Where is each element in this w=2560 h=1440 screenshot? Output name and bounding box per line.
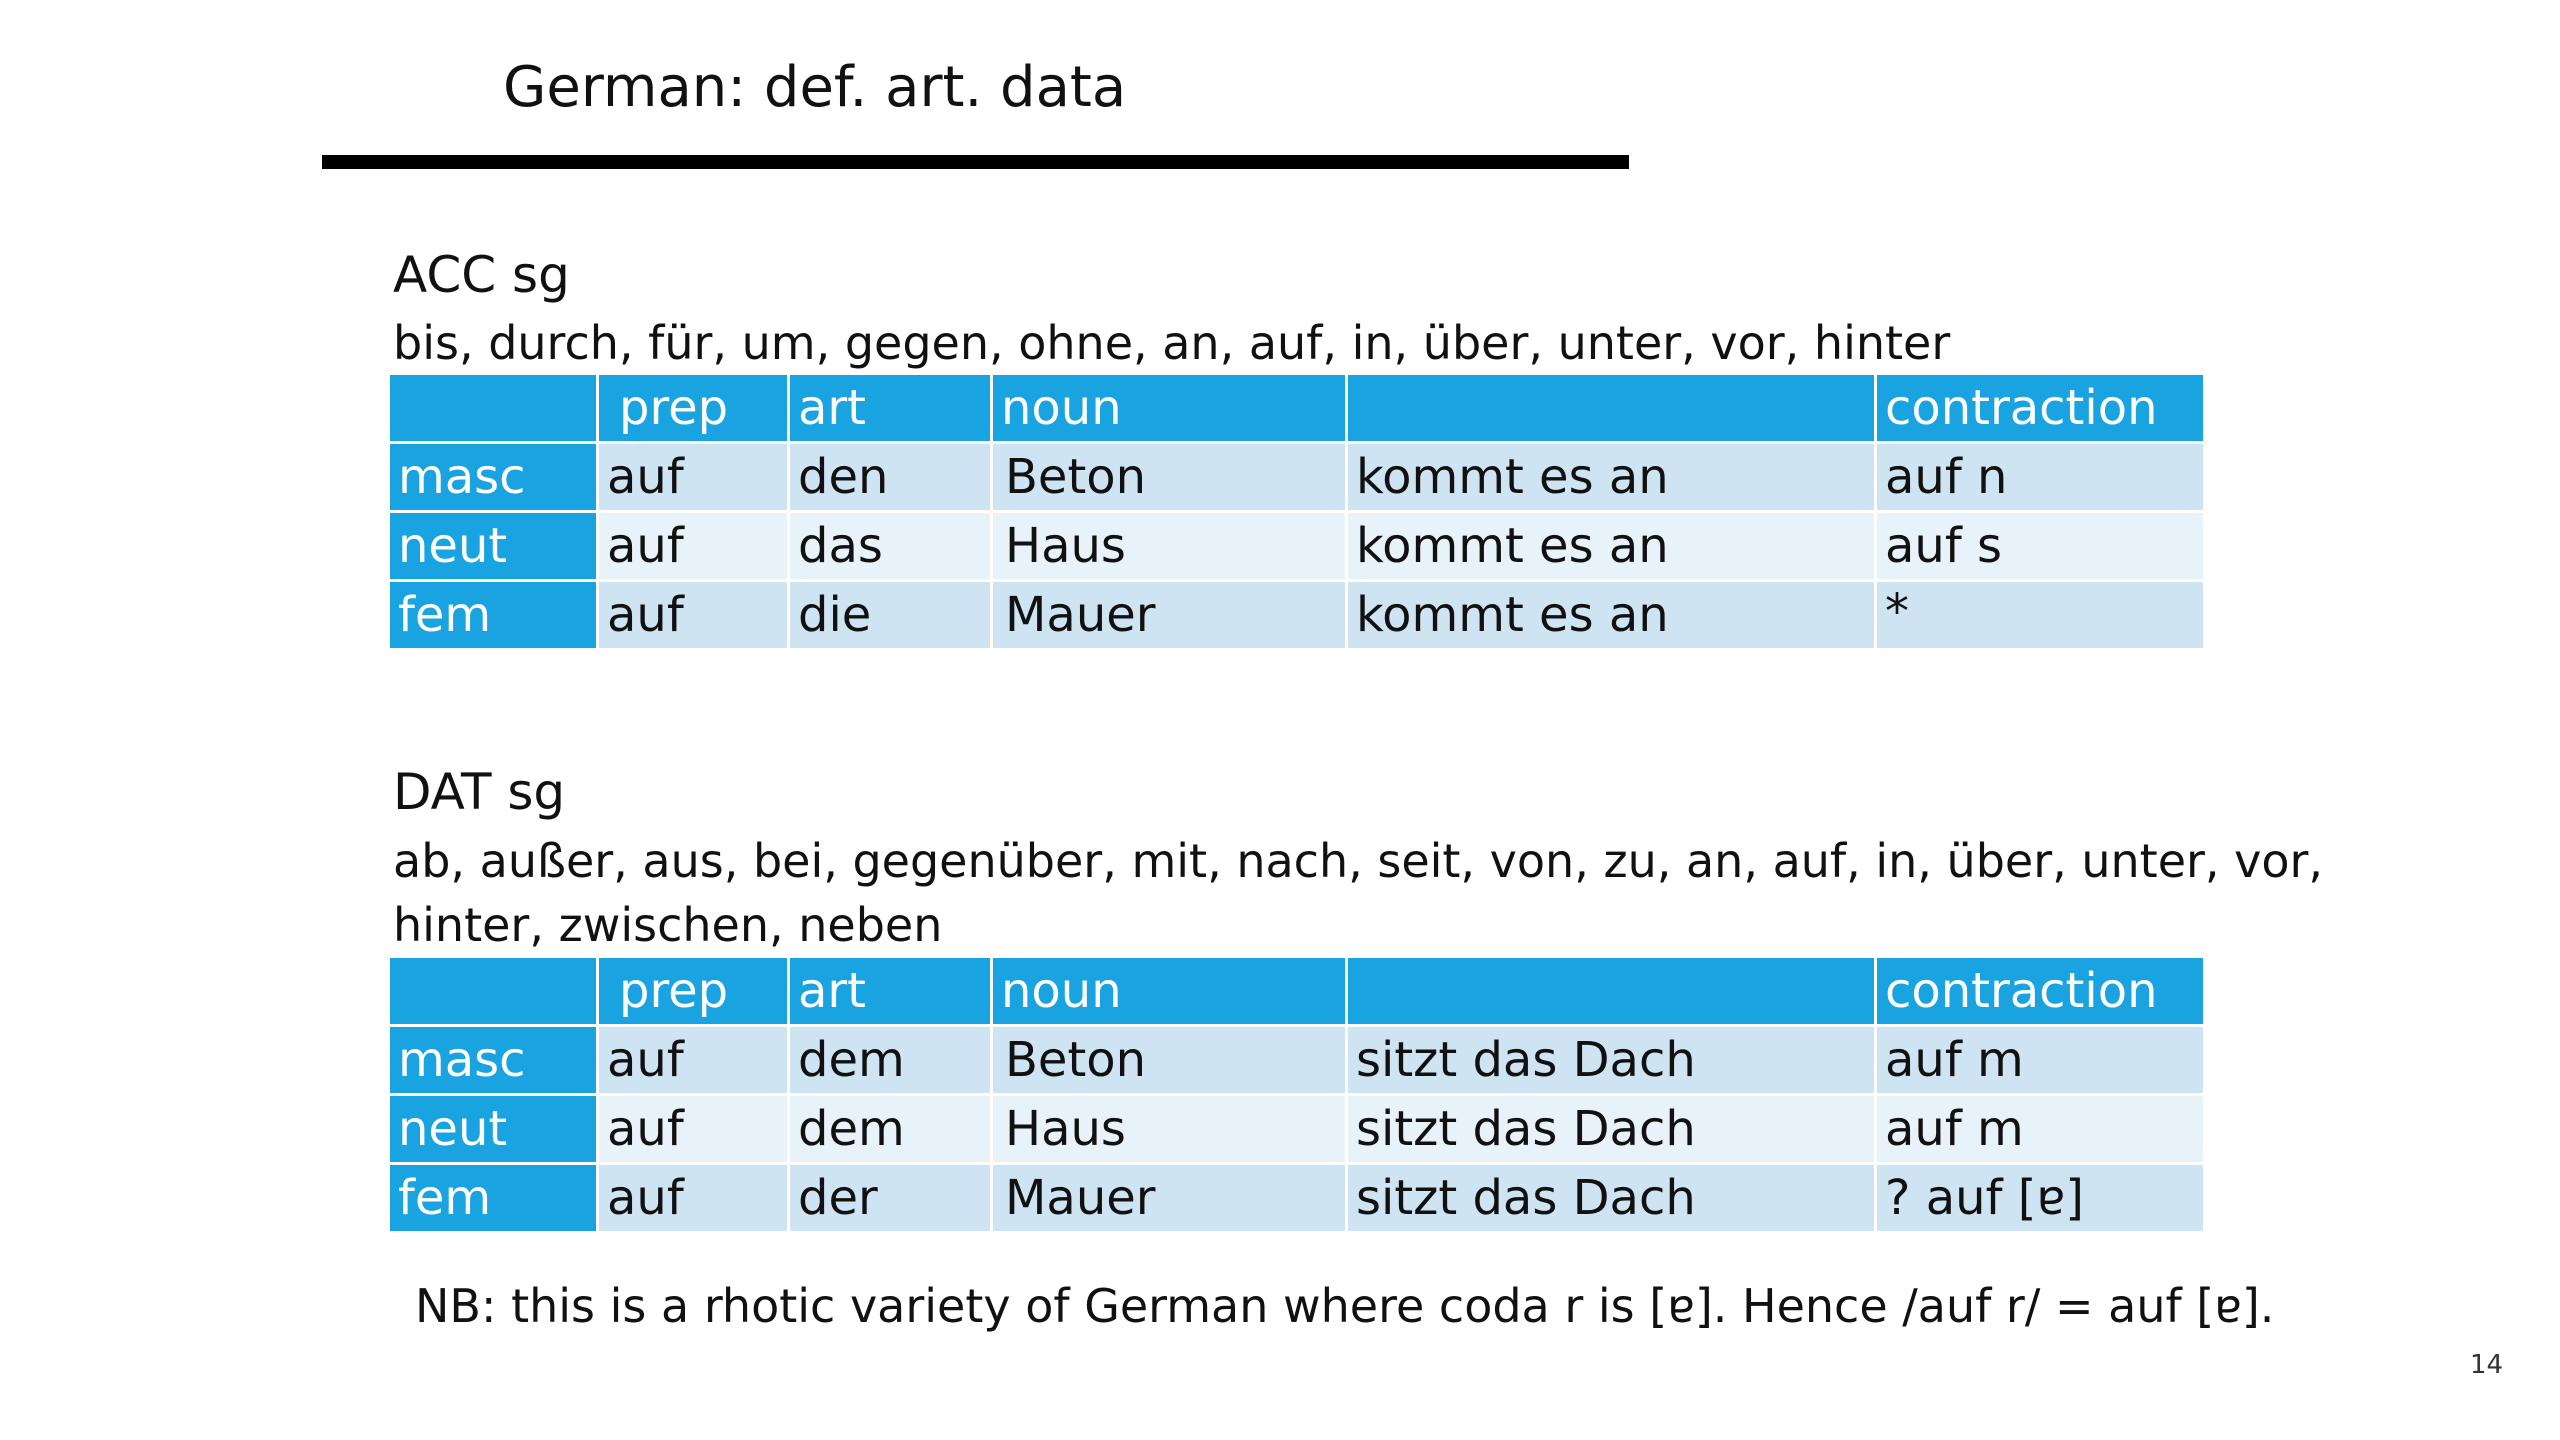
phrase-cell: sitzt das Dach <box>1348 1027 1874 1093</box>
art-cell: die <box>790 582 990 648</box>
noun-cell: Mauer <box>993 582 1345 648</box>
dat-prepositions-line2: hinter, zwischen, neben <box>393 898 943 952</box>
dat-header-prep: prep <box>599 958 787 1024</box>
noun-cell: Haus <box>993 513 1345 579</box>
prep-cell: auf <box>599 444 787 510</box>
phrase-cell: kommt es an <box>1348 513 1874 579</box>
table-row <box>390 1165 2203 1231</box>
acc-header-phrase <box>1348 375 1874 441</box>
contraction-cell: auf m <box>1877 1096 2203 1162</box>
page-number: 14 <box>2470 1350 2504 1380</box>
row-label: fem <box>390 1165 596 1231</box>
table-row <box>390 582 2203 648</box>
dat-prepositions-line1: ab, außer, aus, bei, gegenüber, mit, nach, seit, von, zu, an, auf, in, über, unter, vor, <box>393 834 2324 888</box>
dat-header-art: art <box>790 958 990 1024</box>
prep-cell: auf <box>599 582 787 648</box>
dat-table <box>387 955 2206 1234</box>
dat-header-phrase <box>1348 958 1874 1024</box>
acc-header-contraction: contraction <box>1877 375 2203 441</box>
prep-cell: auf <box>599 1096 787 1162</box>
dat-header-contraction: contraction <box>1877 958 2203 1024</box>
acc-heading: ACC sg <box>393 246 570 304</box>
acc-header-noun: noun <box>993 375 1345 441</box>
contraction-cell: auf s <box>1877 513 2203 579</box>
acc-table <box>387 372 2206 651</box>
phrase-cell: kommt es an <box>1348 582 1874 648</box>
table-row <box>390 1096 2203 1162</box>
row-label: neut <box>390 513 596 579</box>
dat-heading: DAT sg <box>393 763 566 821</box>
prep-cell: auf <box>599 1027 787 1093</box>
prep-cell: auf <box>599 1165 787 1231</box>
table-row <box>390 513 2203 579</box>
noun-cell: Beton <box>993 444 1345 510</box>
dat-header-noun: noun <box>993 958 1345 1024</box>
noun-cell: Mauer <box>993 1165 1345 1231</box>
phrase-cell: sitzt das Dach <box>1348 1165 1874 1231</box>
slide-title: German: def. art. data <box>503 55 1127 120</box>
row-label: neut <box>390 1096 596 1162</box>
row-label: masc <box>390 1027 596 1093</box>
art-cell: der <box>790 1165 990 1231</box>
contraction-cell: auf n <box>1877 444 2203 510</box>
prep-cell: auf <box>599 513 787 579</box>
contraction-cell: ? auf [ɐ] <box>1877 1165 2203 1231</box>
noun-cell: Beton <box>993 1027 1345 1093</box>
acc-header-prep: prep <box>599 375 787 441</box>
table-row <box>390 444 2203 510</box>
acc-header-corner <box>390 375 596 441</box>
acc-header-row <box>390 375 2203 441</box>
row-label: masc <box>390 444 596 510</box>
contraction-cell: auf m <box>1877 1027 2203 1093</box>
dat-header-corner <box>390 958 596 1024</box>
table-row <box>390 1027 2203 1093</box>
acc-header-art: art <box>790 375 990 441</box>
art-cell: dem <box>790 1096 990 1162</box>
title-underline <box>322 155 1629 169</box>
art-cell: dem <box>790 1027 990 1093</box>
dat-header-row <box>390 958 2203 1024</box>
phrase-cell: sitzt das Dach <box>1348 1096 1874 1162</box>
noun-cell: Haus <box>993 1096 1345 1162</box>
contraction-cell: * <box>1877 582 2203 648</box>
acc-prepositions: bis, durch, für, um, gegen, ohne, an, auf, in, über, unter, vor, hinter <box>393 316 1951 370</box>
row-label: fem <box>390 582 596 648</box>
footnote: NB: this is a rhotic variety of German where coda r is [ɐ]. Hence /auf r/ = auf [ɐ]. <box>415 1279 2275 1333</box>
art-cell: das <box>790 513 990 579</box>
phrase-cell: kommt es an <box>1348 444 1874 510</box>
art-cell: den <box>790 444 990 510</box>
